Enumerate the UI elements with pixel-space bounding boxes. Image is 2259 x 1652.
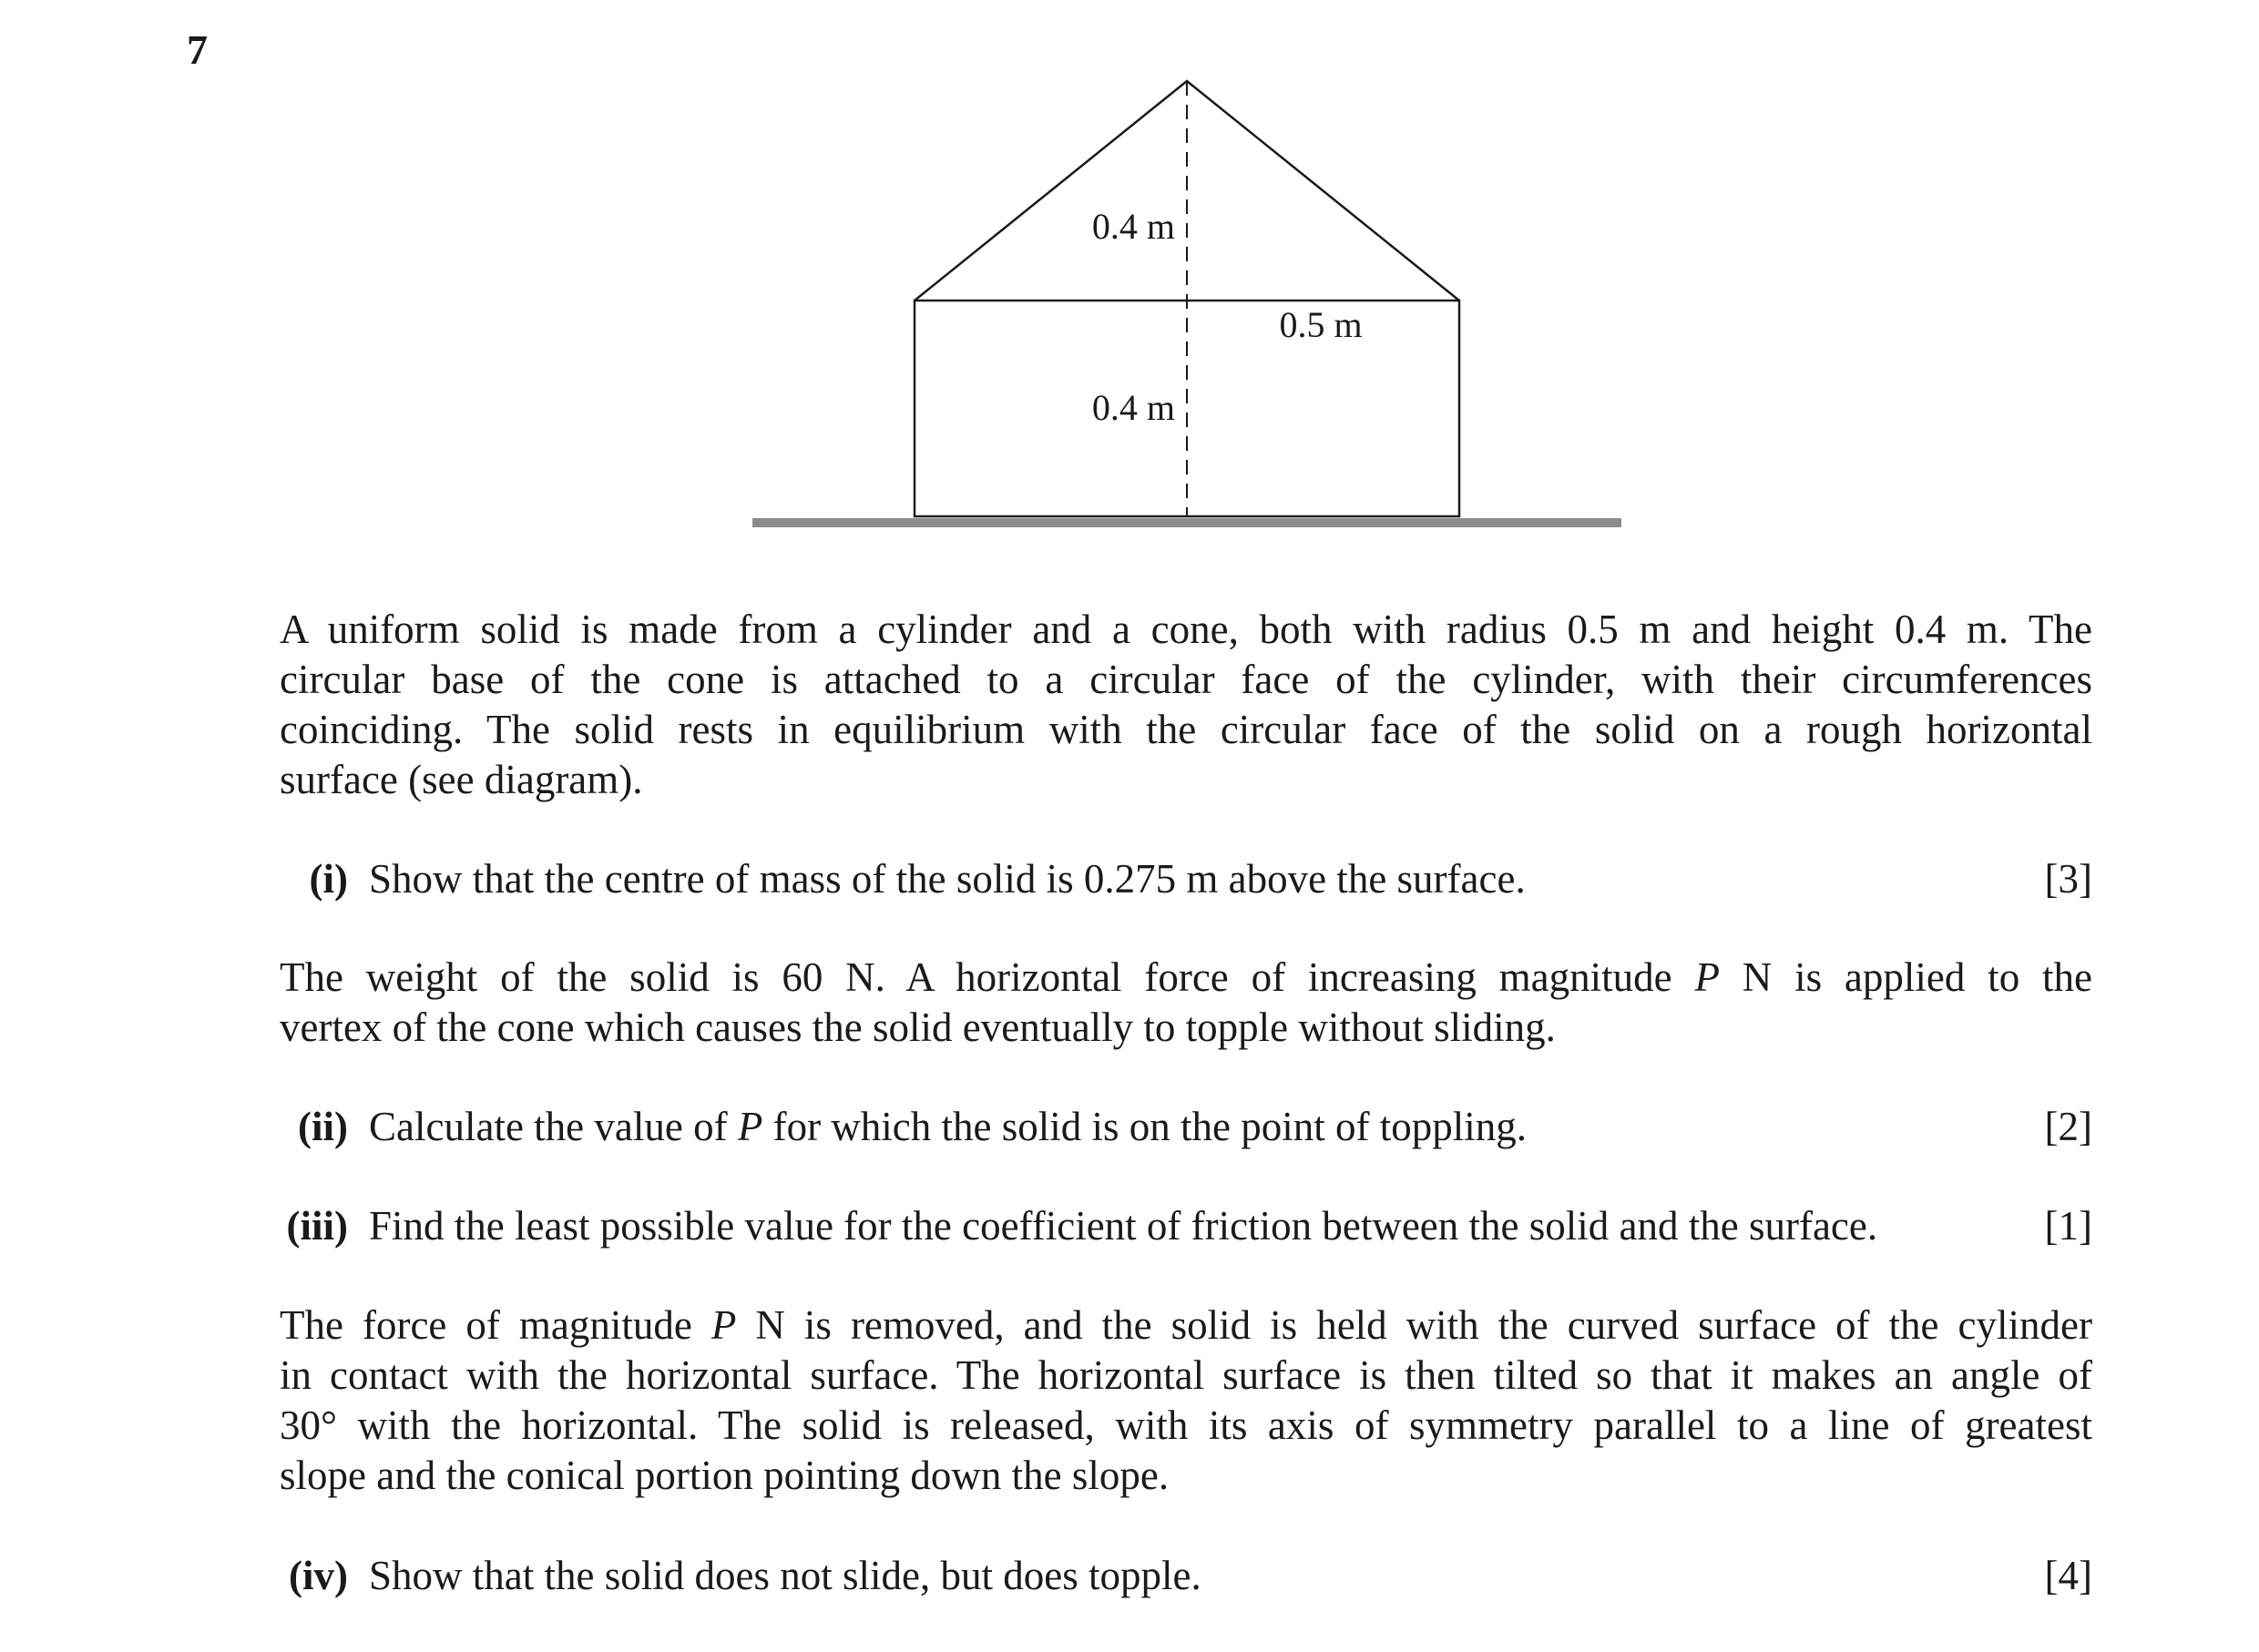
part-label: (iv) [289, 1553, 348, 1598]
part-marks: [1] [2044, 1203, 2092, 1249]
final-text: The force of magnitude [280, 1302, 711, 1348]
middle-text: N is applied to the [1719, 954, 2092, 1000]
part-text: Find the least possible value for the coefficient of friction between the solid and the surface. [369, 1203, 1878, 1249]
variable-p: P [737, 1104, 763, 1149]
radius-label: 0.5 m [1279, 304, 1363, 345]
part-label: (i) [309, 856, 348, 902]
part-ii [280, 1102, 2092, 1152]
intro-line: surface (see diagram). [280, 757, 643, 802]
final-line [280, 1300, 2092, 1351]
middle-text: The weight of the solid is 60 N. A horizontal force of increasing magnitude [280, 954, 1695, 1000]
part-marks: [3] [2044, 856, 2092, 902]
part-text-segment: Calculate the value of [369, 1104, 738, 1149]
part-marks: [2] [2044, 1104, 2092, 1149]
middle-line: vertex of the cone which causes the solid eventually to topple without sliding. [280, 1004, 1556, 1050]
part-text [369, 1102, 1527, 1152]
variable-p: P [710, 1302, 737, 1348]
intro-line: A uniform solid is made from a cylinder and a cone, both with radius 0.5 m and height 0.4 m. The [280, 607, 2092, 652]
part-text: Show that the centre of mass of the solid is 0.275 m above the surface. [369, 856, 1526, 902]
cone-height-label: 0.4 m [1091, 206, 1175, 247]
part-text: Show that the solid does not slide, but does topple. [369, 1553, 1201, 1598]
part-text-segment: for which the solid is on the point of toppling. [762, 1104, 1528, 1149]
final-text: N is removed, and the solid is held with the curved surface of the cylinder [736, 1302, 2092, 1348]
middle-paragraph [280, 953, 2092, 1053]
final-line: in contact with the horizontal surface. The horizontal surface is then tilted so that it makes an angle of [280, 1352, 2092, 1398]
final-line: 30° with the horizontal. The solid is released, with its axis of symmetry parallel to a line of greatest [280, 1402, 2092, 1448]
part-marks: [4] [2044, 1553, 2092, 1598]
part-iii [280, 1201, 2092, 1251]
intro-line: circular base of the cone is attached to a circular face of the cylinder, with their circumferences [280, 657, 2092, 702]
intro-paragraph [280, 605, 2092, 805]
part-label: (iii) [286, 1203, 348, 1249]
question-number: 7 [187, 26, 208, 73]
part-iv [280, 1551, 2092, 1601]
intro-line: coinciding. The solid rests in equilibrium with the circular face of the solid on a rough horizontal [280, 707, 2092, 752]
variable-p: P [1694, 954, 1720, 1000]
final-paragraph [280, 1300, 2092, 1501]
solid-diagram [0, 0, 2259, 583]
part-i [280, 854, 2092, 904]
part-label: (ii) [298, 1104, 348, 1149]
final-line: slope and the conical portion pointing down the slope. [280, 1453, 1170, 1498]
cylinder-height-label: 0.4 m [1091, 387, 1175, 428]
middle-line [280, 953, 2092, 1003]
